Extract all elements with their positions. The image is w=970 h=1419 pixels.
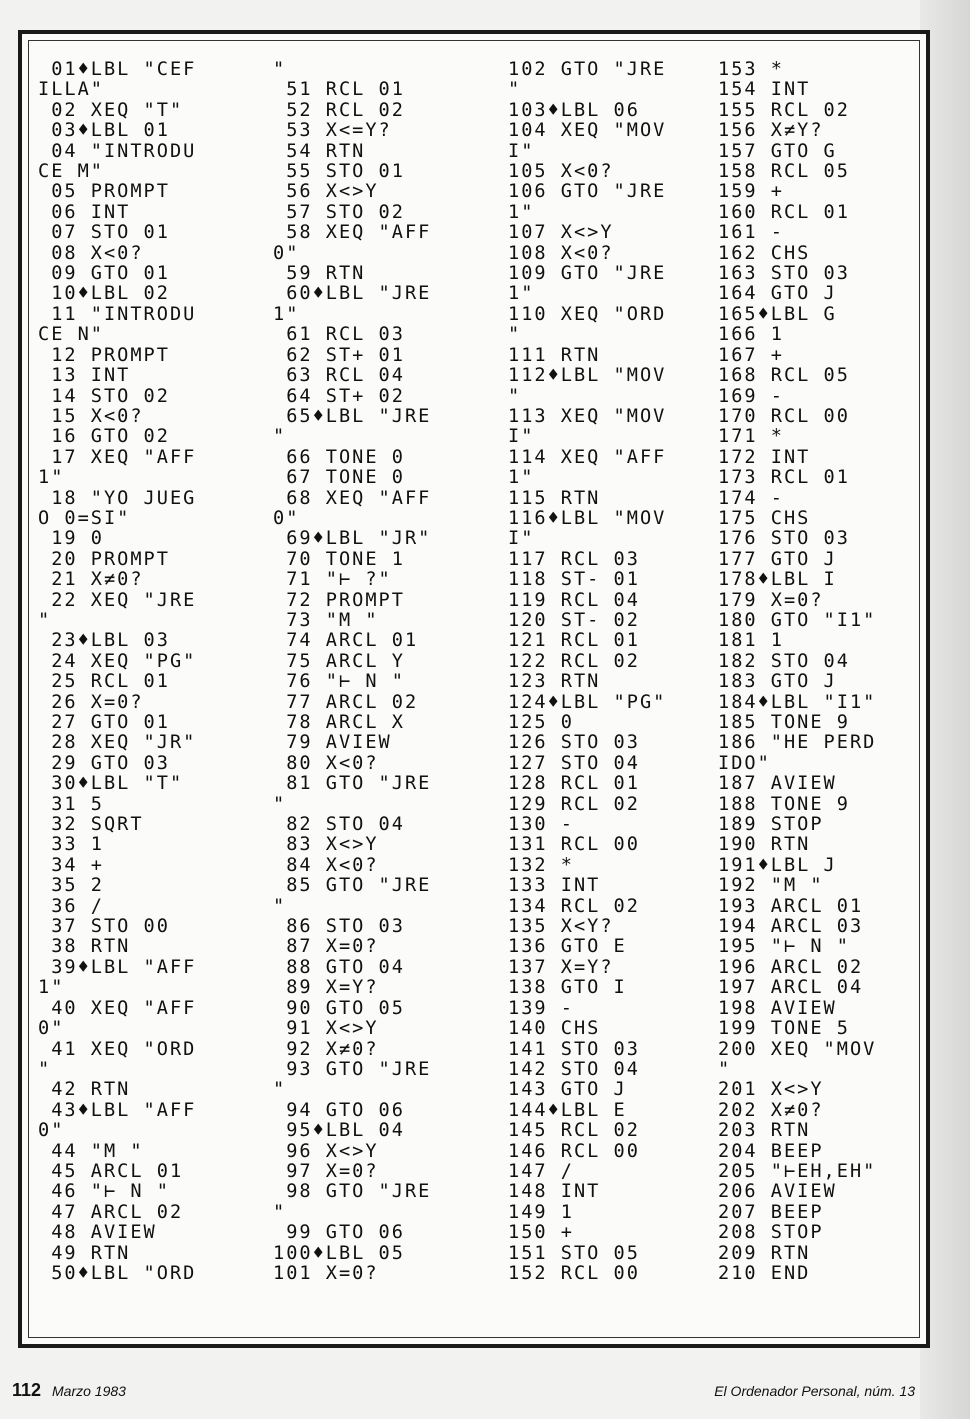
issue-date: Marzo 1983 — [52, 1383, 126, 1399]
magazine-name: El Ordenador Personal, núm. 13 — [714, 1383, 915, 1399]
page-number: 112 — [12, 1380, 42, 1400]
listing-column-2: " 51 RCL 01 52 RCL 02 53 X<=Y? 54 RTN 55 STO 01 56 X<>Y 57 STO 02 58 XEQ "AFF 0" 59 RTN 60♦LBL "JRE 1" 61 RCL 03 62 ST+ 01 63 RCL 04 64 ST+ 02 65♦LBL "JRE " 66 TONE 0 67 TONE 0 68 XEQ "AFF 0" 69♦LBL "JR" 70 TONE 1 71 "⊢ ?" 72 PROMPT 73 "M " 74 ARCL 01 75 ARCL Y 76 "⊢ N " 77 ARCL 02 78 ARCL X 79 AVIEW 80 X<0? 81 GTO "JRE " 82 STO 04 83 X<>Y 84 X<0? 85 GTO "JRE " 86 STO 03 87 X=0? 88 GTO 04 89 X=Y? 90 GTO 05 91 X<>Y 92 X≠0? 93 GTO "JRE " 94 GTO 06 95♦LBL 04 96 X<>Y 97 X=0? 98 GTO "JRE " 99 GTO 06 100♦LBL 05 101 X=0? — [273, 59, 432, 1284]
listing-column-4: 153 * 154 INT 155 RCL 02 156 X≠Y? 157 GTO G 158 RCL 05 159 + 160 RCL 01 161 - 162 CHS 163 STO 03 164 GTO J 165♦LBL G 166 1 167 + 168 RCL 05 169 - 170 RCL 00 171 * 172 INT 173 RCL 01 174 - 175 CHS 176 STO 03 177 GTO J 178♦LBL I 179 X=0? 180 GTO "I1" 181 1 182 STO 04 183 GTO J 184♦LBL "I1" 185 TONE 9 186 "HE PERD IDO" 187 AVIEW 188 TONE 9 189 STOP 190 RTN 191♦LBL J 192 "M " 193 ARCL 01 194 ARCL 03 195 "⊢ N " 196 ARCL 02 197 ARCL 04 198 AVIEW 199 TONE 5 200 XEQ "MOV " 201 X<>Y 202 X≠0? 203 RTN 204 BEEP 205 "⊢EH,EH" 206 AVIEW 207 BEEP 208 STOP 209 RTN 210 END — [718, 59, 877, 1284]
listing-column-3: 102 GTO "JRE " 103♦LBL 06 104 XEQ "MOV I" 105 X<0? 106 GTO "JRE 1" 107 X<>Y 108 X<0? 109 GTO "JRE 1" 110 XEQ "ORD " 111 RTN 112♦LBL "MOV " 113 XEQ "MOV I" 114 XEQ "AFF 1" 115 RTN 116♦LBL "MOV I" 117 RCL 03 118 ST- 01 119 RCL 04 120 ST- 02 121 RCL 01 122 RCL 02 123 RTN 124♦LBL "PG" 125 0 126 STO 03 127 STO 04 128 RCL 01 129 RCL 02 130 - 131 RCL 00 132 * 133 INT 134 RCL 02 135 X<Y? 136 GTO E 137 X=Y? 138 GTO I 139 - 140 CHS 141 STO 03 142 STO 04 143 GTO J 144♦LBL E 145 RCL 02 146 RCL 00 147 / 148 INT 149 1 150 + 151 STO 05 152 RCL 00 — [508, 59, 667, 1284]
listing-column-1: 01♦LBL "CEF ILLA" 02 XEQ "T" 03♦LBL 01 04 "INTRODU CE M" 05 PROMPT 06 INT 07 STO 01 08 X<0? 09 GTO 01 10♦LBL 02 11 "INTRODU CE N" 12 PROMPT 13 INT 14 STO 02 15 X<0? 16 GTO 02 17 XEQ "AFF 1" 18 "YO JUEG O 0=SI" 19 0 20 PROMPT 21 X≠0? 22 XEQ "JRE " 23♦LBL 03 24 XEQ "PG" 25 RCL 01 26 X=0? 27 GTO 01 28 XEQ "JR" 29 GTO 03 30♦LBL "T" 31 5 32 SQRT 33 1 34 + 35 2 36 / 37 STO 00 38 RTN 39♦LBL "AFF 1" 40 XEQ "AFF 0" 41 XEQ "ORD " 42 RTN 43♦LBL "AFF 0" 44 "M " 45 ARCL 01 46 "⊢ N " 47 ARCL 02 48 AVIEW 49 RTN 50♦LBL "ORD — [38, 59, 197, 1284]
